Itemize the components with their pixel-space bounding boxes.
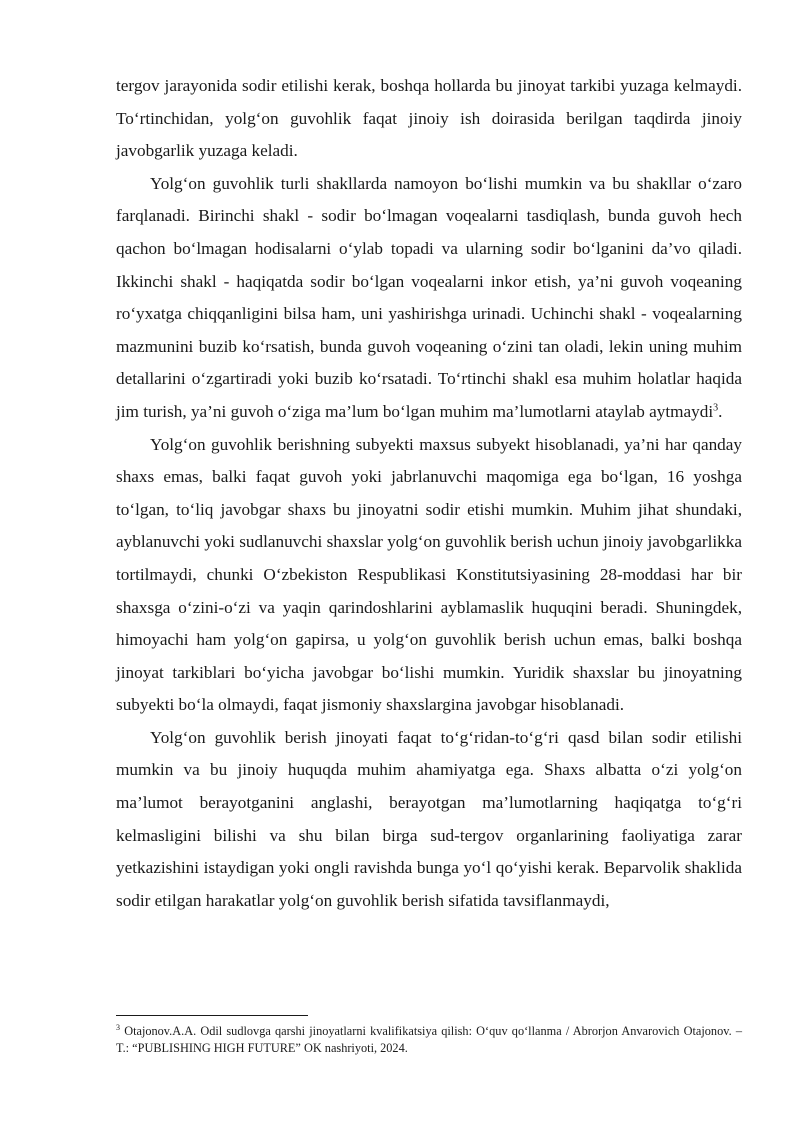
- paragraph-intent: Yolg‘on guvohlik berish jinoyati faqat to‘g‘ridan-to‘g‘ri qasd bilan sodir etilishi mumkin va bu jinoiy huquqda muhim ahamiyatga ega. Shaxs albatta o‘zi yolg‘on ma’lumot berayotganini anglashi, berayotgan ma’lumotlarning haqiqatga to‘g‘ri kelmasligini bilishi va shu bilan birga sud-tergov organlarining faoliyatiga zarar yetkazishini istaydigan yoki ongli ravishda bunga yo‘l qo‘yishi kerak. Beparvolik shaklida sodir etilgan harakatlar yolg‘on guvohlik berish sifatida tavsiflanmaydi,: [116, 727, 742, 910]
- footnote-text: Otajonov.A.A. Odil sudlovga qarshi jinoyatlarni kvalifikatsiya qilish: O‘quv qo‘llanma / Abrorjon Anvarovich Otajonov. – T.: “PUBLISHING HIGH FUTURE” OK nashriyoti, 2024.: [116, 1024, 742, 1055]
- footnote-marker: 3: [116, 1022, 120, 1032]
- footnote-reference[interactable]: 3: [713, 402, 719, 414]
- footnote: [116, 1023, 742, 1057]
- paragraph-subject-of-crime: Yolg‘on guvohlik berishning subyekti maxsus subyekt hisoblanadi, ya’ni har qanday shaxs emas, balki faqat guvoh yoki jabrlanuvchi maqomiga ega bo‘lgan, 16 yoshga to‘lgan, to‘liq javobgar shaxs bu jinoyatni sodir etishi mumkin. Muhim jihat shundaki, ayblanuvchi yoki sudlanuvchi shaxslar yolg‘on guvohlik berish uchun jinoiy javobgarlikka tortilmaydi, chunki O‘zbekiston Respublikasi Konstitutsiyasining 28-moddasi har bir shaxsga o‘zini-o‘zi va yaqin qarindoshlarini ayblamaslik huquqini beradi. Shuningdek, himoyachi ham yolg‘on gapirsa, u yolg‘on guvohlik berish uchun emas, balki boshqa jinoyat tarkiblari bo‘yicha javobgar bo‘lishi mumkin. Yuridik shaxslar bu jinoyatning subyekti bo‘la olmaydi, faqat jismoniy shaxslargina javobgar hisoblanadi.: [116, 434, 742, 715]
- footnote-separator: [116, 1015, 308, 1016]
- paragraph-forms-of-false-testimony: Yolg‘on guvohlik turli shakllarda namoyon bo‘lishi mumkin va bu shakllar o‘zaro farqlanadi. Birinchi shakl - sodir bo‘lmagan voqealarni tasdiqlash, bunda guvoh hech qachon bo‘lmagan hodisalarni o‘ylab topadi va ularning sodir bo‘lganini da’vo qiladi. Ikkinchi shakl - haqiqatda sodir bo‘lgan voqealarni inkor etish, ya’ni guvoh voqeaning ro‘yxatga chiqqanligini bilsa ham, uni yashirishga urinadi. Uchinchi shakl - voqealarning mazmunini buzib ko‘rsatish, bunda guvoh voqeaning o‘zini tan oladi, lekin uning muhim detallarini o‘zgartiradi yoki buzib ko‘rsatadi. To‘rtinchi shakl esa muhim holatlar haqida jim turish, ya’ni guvoh o‘ziga ma’lum bo‘lgan muhim ma’lumotlarni ataylab aytmaydi$^3$.: [116, 173, 742, 421]
- body-text: [116, 70, 742, 917]
- paragraph-continuation: tergov jarayonida sodir etilishi kerak, boshqa hollarda bu jinoyat tarkibi yuzaga kelmaydi. To‘rtinchidan, yolg‘on guvohlik faqat jinoiy ish doirasida berilgan taqdirda jinoiy javobgarlik yuzaga keladi.: [116, 76, 742, 161]
